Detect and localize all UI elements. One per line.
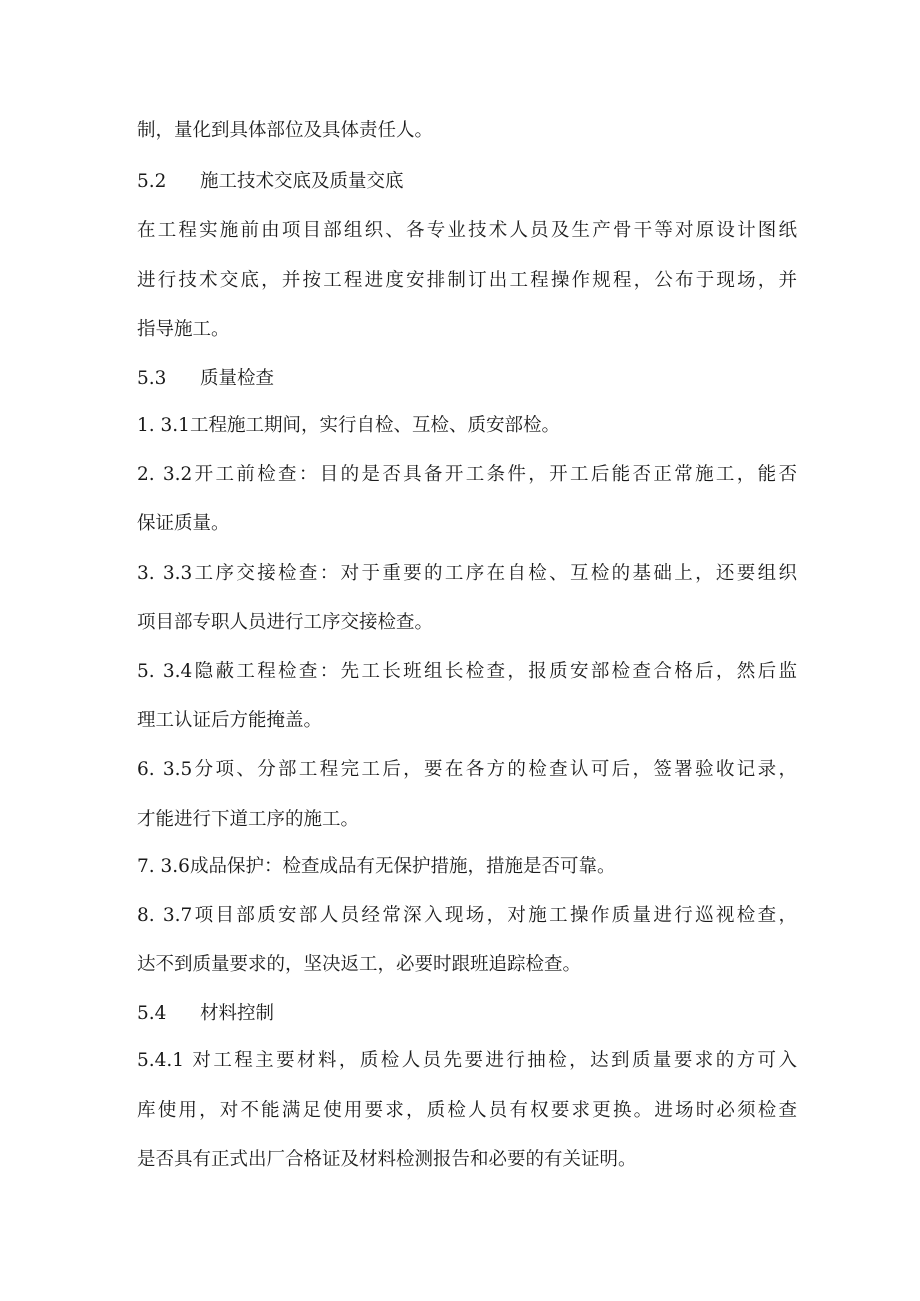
section-heading-5-3 bbox=[137, 367, 797, 391]
paragraph-line: 制，量化到具体部位及具体责任人。 bbox=[137, 120, 434, 141]
list-item-line: 项目部专职人员进行工序交接检查。 bbox=[137, 612, 434, 633]
paragraph-line: 进行技术交底，并按工程进度安排制订出工程操作规程，公布于现场，并 bbox=[137, 270, 797, 291]
section-heading-5-2 bbox=[137, 170, 797, 194]
section-number: 5.2 bbox=[137, 171, 167, 192]
list-item-line: 7. 3.6成品保护：检查成品有无保护措施，措施是否可靠。 bbox=[137, 856, 616, 877]
list-item-line: 才能进行下道工序的施工。 bbox=[137, 809, 360, 830]
paragraph-line: 在工程实施前由项目部组织、各专业技术人员及生产骨干等对原设计图纸 bbox=[137, 220, 797, 241]
list-item-line: 5. 3.4隐蔽工程检查：先工长班组长检查，报质安部检查合格后，然后监 bbox=[137, 661, 797, 682]
section-title: 质量检查 bbox=[200, 368, 275, 389]
list-item-line: 保证质量。 bbox=[137, 513, 230, 534]
paragraph-line: 5.4.1 对工程主要材料，质检人员先要进行抽检，达到质量要求的方可入 bbox=[137, 1050, 797, 1071]
section-title: 施工技术交底及质量交底 bbox=[200, 171, 404, 192]
paragraph-line: 指导施工。 bbox=[137, 319, 230, 340]
section-number: 5.3 bbox=[137, 368, 167, 389]
list-item-line: 2. 3.2开工前检查：目的是否具备开工条件，开工后能否正常施工，能否 bbox=[137, 464, 797, 485]
paragraph-line: 是否具有正式出厂合格证及材料检测报告和必要的有关证明。 bbox=[137, 1149, 637, 1170]
list-item-line: 8. 3.7项目部质安部人员经常深入现场，对施工操作质量进行巡视检查， bbox=[137, 905, 797, 926]
paragraph-line: 库使用，对不能满足使用要求，质检人员有权要求更换。进场时必须检查 bbox=[137, 1100, 797, 1121]
section-number: 5.4 bbox=[137, 1003, 167, 1024]
list-item-line: 6. 3.5分项、分部工程完工后，要在各方的检查认可后，签署验收记录， bbox=[137, 759, 797, 780]
list-item-line: 达不到质量要求的，坚决返工，必要时跟班追踪检查。 bbox=[137, 954, 582, 975]
list-item-line: 1. 3.1工程施工期间，实行自检、互检、质安部检。 bbox=[137, 415, 560, 436]
section-heading-5-4 bbox=[137, 1002, 797, 1026]
list-item-line: 理工认证后方能掩盖。 bbox=[137, 710, 323, 731]
section-title: 材料控制 bbox=[200, 1003, 275, 1024]
list-item-line: 3. 3.3工序交接检查：对于重要的工序在自检、互检的基础上，还要组织 bbox=[137, 563, 797, 584]
